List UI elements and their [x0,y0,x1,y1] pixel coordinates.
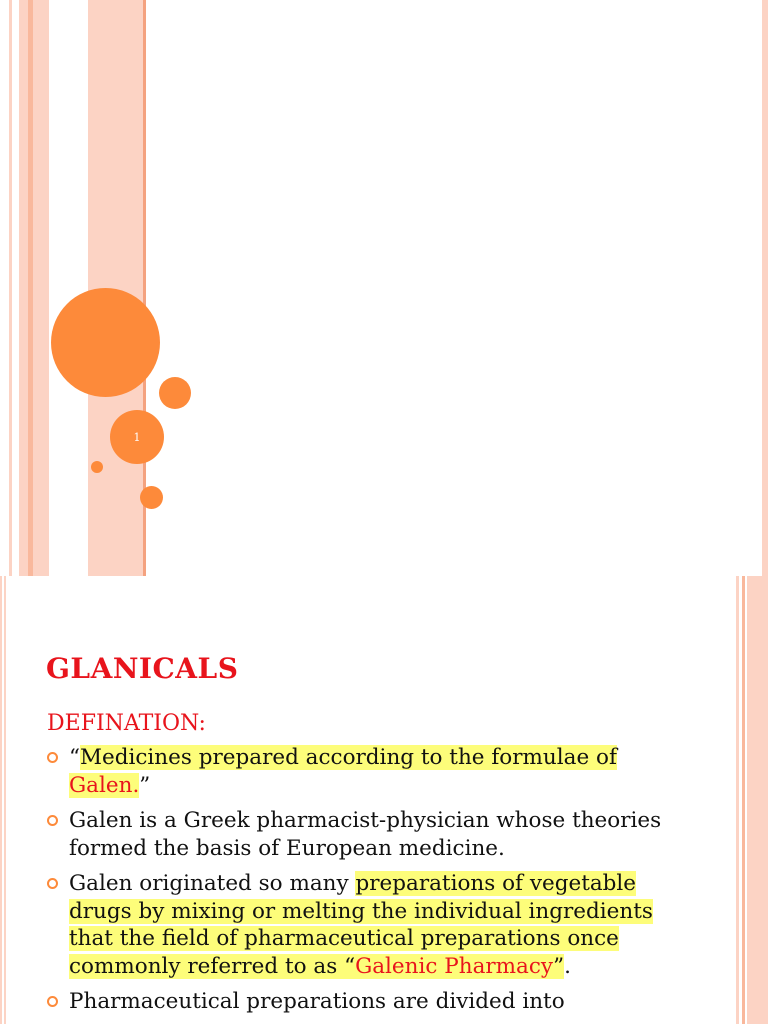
quote-close: ” [139,772,151,798]
bullet-text: Pharmaceutical preparations are divided into [69,989,565,1014]
definition-heading: DEFINATION: [47,711,206,736]
bullet-text: . [564,953,571,979]
decor-circle-small [140,486,163,509]
bullet-text: Galen is a Greek pharmacist-physician whose theories formed the basis of European medicine. [69,808,662,861]
list-item [44,988,684,1016]
decor-stripe [9,0,12,576]
highlighted-text: ” [553,953,565,979]
highlighted-red-text: Galenic Pharmacy [355,953,554,979]
decor-stripe [19,0,28,576]
bullet-text: Galen originated so many [69,871,356,896]
bullet-list [44,744,684,1024]
decor-circle-small [159,377,191,409]
list-item [44,807,684,862]
quote-open: “ [69,745,80,770]
decor-stripe [742,576,745,1024]
decor-circle-tiny [91,461,103,473]
decor-circle-large [51,288,160,397]
ring-bullet-icon [47,815,58,826]
ring-bullet-icon [47,752,58,763]
decor-stripe [0,576,2,1024]
ring-bullet-icon [47,878,58,889]
decor-stripe [736,576,739,1024]
decor-stripe [33,0,49,576]
highlighted-text: preparations of vegetable drugs by mixing or melting the individual ingredients that the field of pharmaceutical preparations once commonly referred to as “ [69,871,653,979]
list-item [44,744,684,799]
slide-title: GLANICALS [46,652,239,685]
list-item [44,870,684,980]
slide-number: 1 [133,430,141,444]
decor-stripe [4,576,6,1024]
decor-stripe [747,576,768,1024]
decor-stripe [762,0,768,576]
ring-bullet-icon [47,996,58,1007]
highlighted-red-text: Galen. [69,772,140,798]
highlighted-text: Medicines prepared according to the formulae of [80,745,617,770]
